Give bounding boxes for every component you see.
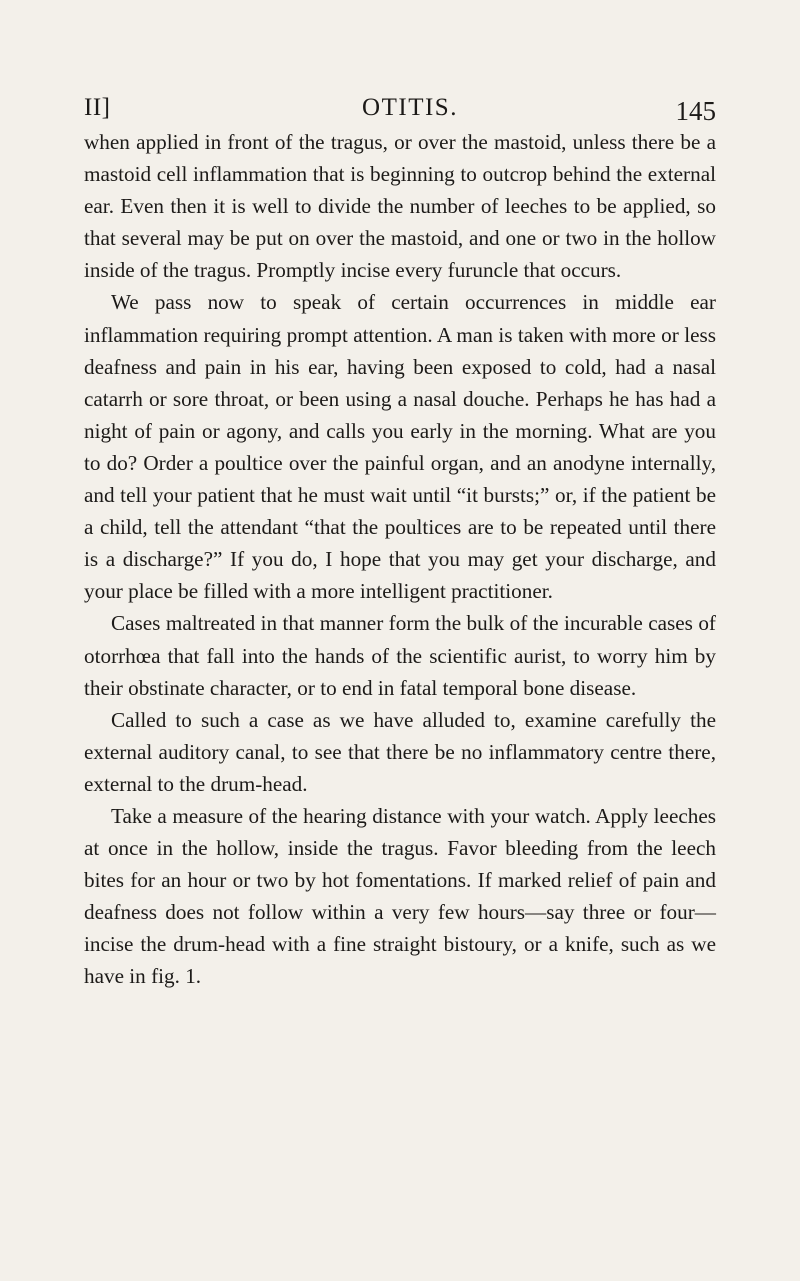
paragraph: Cases maltreated in that manner form the bulk of the incurable cases of otorrhœa that fall into the hands of the scientific aurist, to worry him by their obstinate character, or to end in fatal temporal bone disease.: [84, 611, 716, 700]
paragraph: We pass now to speak of certain occurrences in middle ear inflammation requiring prompt attention. A man is taken with more or less deafness and pain in his ear, having been exposed to cold, had a nasal catarrh or sore throat, or been using a nasal douche. Perhaps he has had a night of pain or agony, and calls you early in the morning. What are you to do? Order a poultice over the painful organ, and an anodyne internally, and tell your patient that he must wait until “it bursts;” or, if the patient be a child, tell the attendant “that the poultices are to be repeated until there is a discharge?” If you do, I hope that you may get your discharge, and your place be filled with a more intelligent practitioner.: [84, 290, 716, 604]
paragraph: Take a measure of the hearing distance with your watch. Apply leeches at once in the hollow, inside the tragus. Favor bleeding from the leech bites for an hour or two by hot fomentations. If marked relief of pain and deafness does not follow within a very few hours—say three or four—incise the drum-head with a fine straight bistoury, or a knife, such as we have in fig. 1.: [84, 803, 716, 989]
paragraph: Called to such a case as we have alluded to, examine carefully the external auditory canal, to see that there be no inflammatory centre there, external to the drum-head.: [84, 707, 716, 796]
page-number: 145: [675, 96, 716, 126]
running-head: [84, 92, 716, 124]
body-text: [84, 126, 716, 993]
chapter-title: OTITIS.: [362, 94, 458, 121]
chapter-number: II]: [84, 94, 111, 121]
paragraph-continued: when applied in front of the tragus, or over the mastoid, unless there be a mastoid cell inflammation that is beginning to outcrop behind the external ear. Even then it is well to divide the number of leeches to be applied, so that several may be put on over the mastoid, and one or two in the hollow inside of the tragus. Promptly incise every furuncle that occurs.: [84, 130, 716, 283]
